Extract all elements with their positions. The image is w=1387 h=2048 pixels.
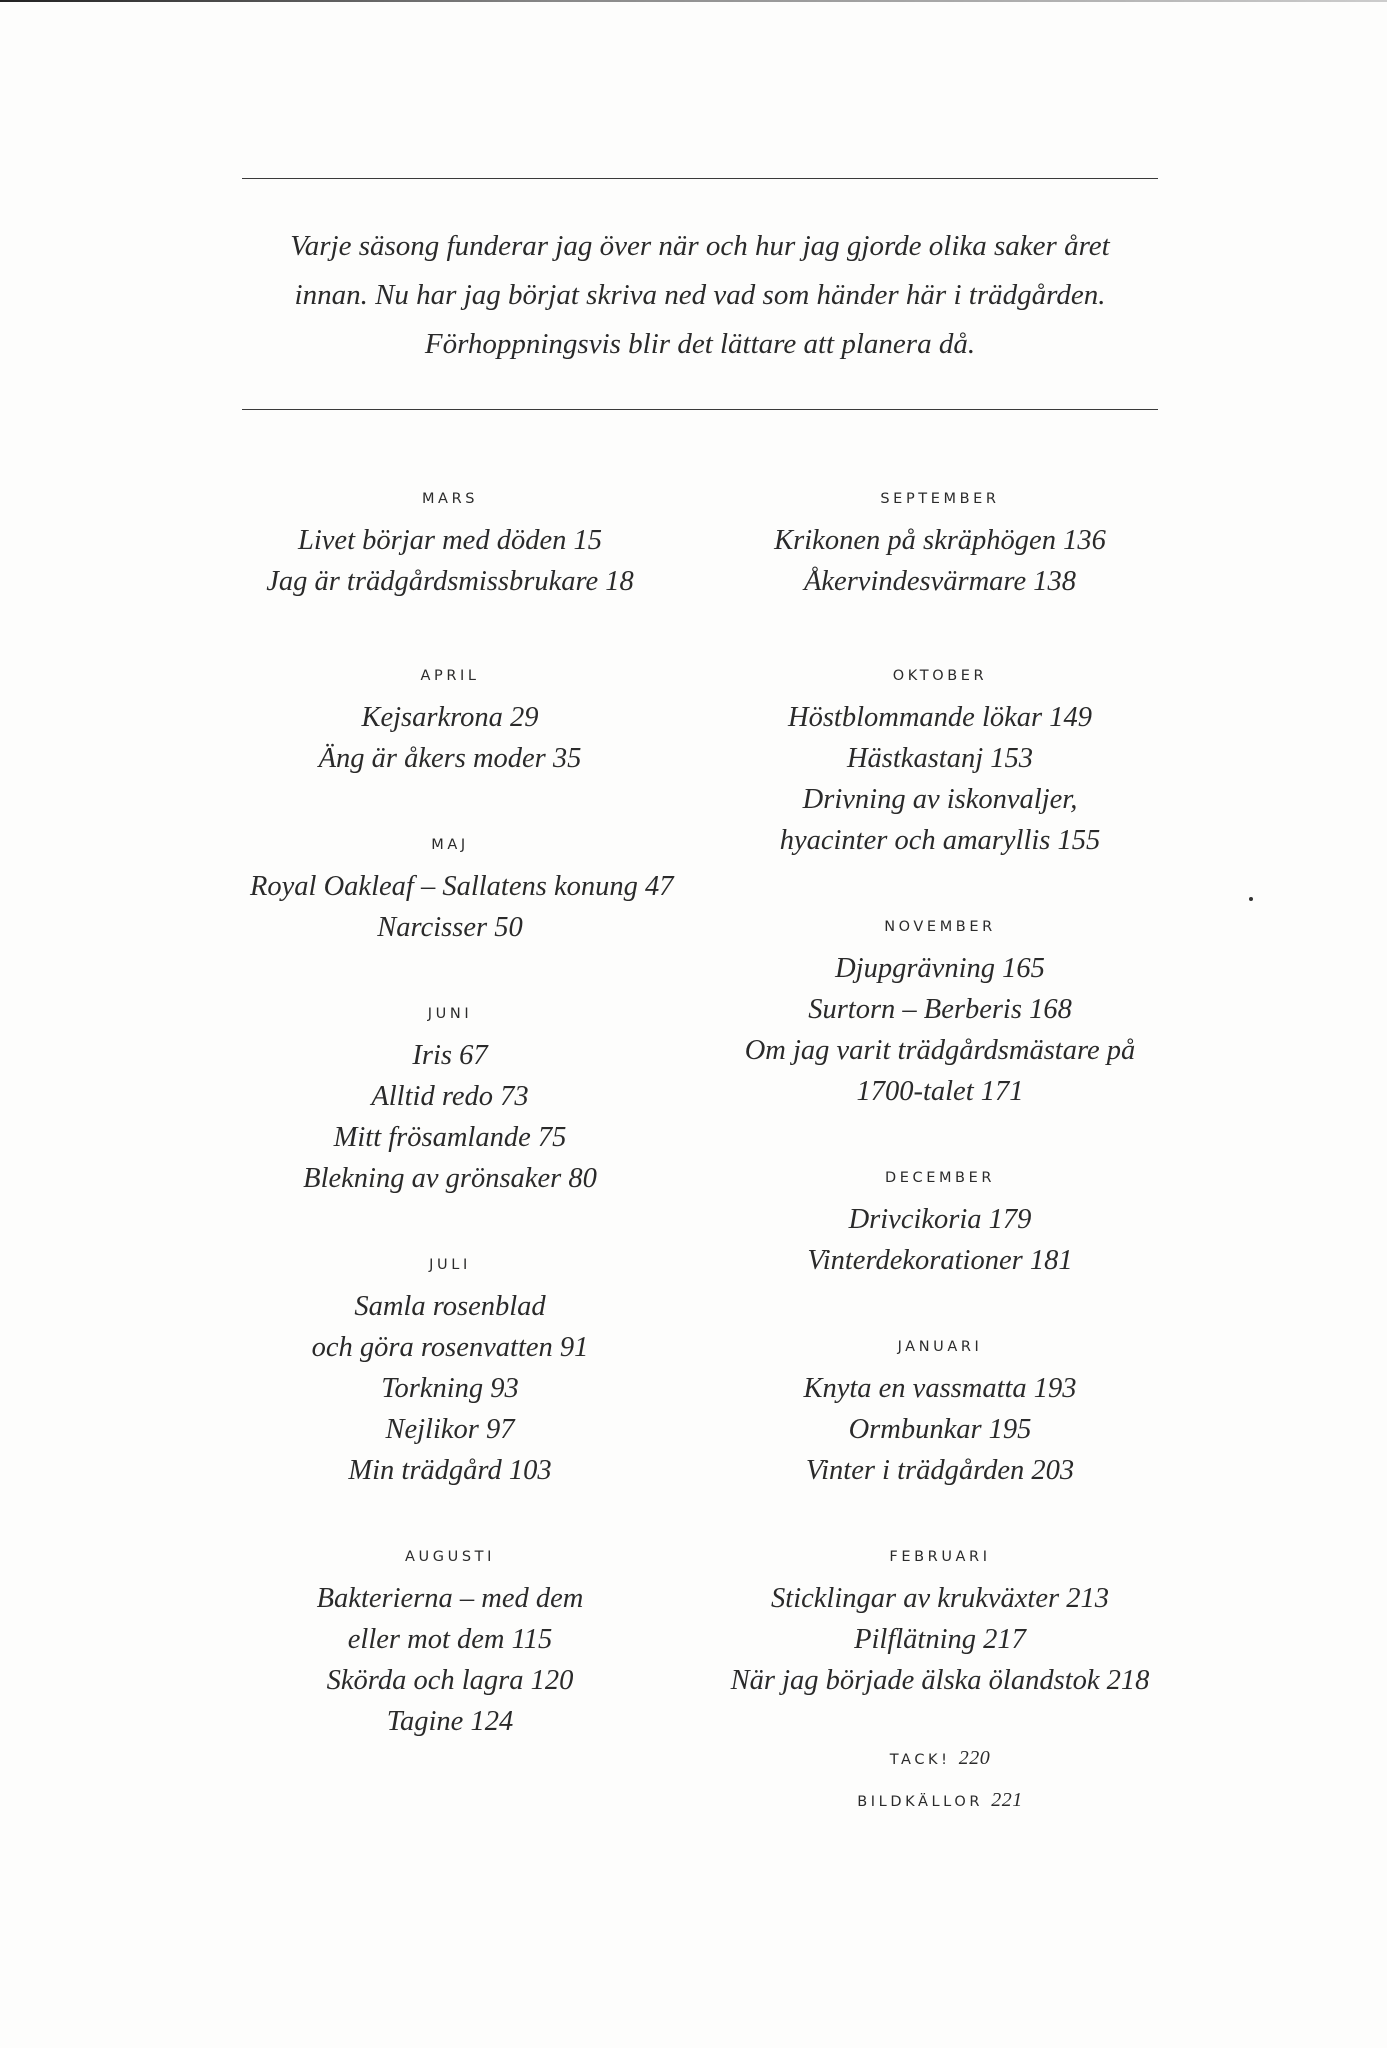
toc-entry: Hästkastanj 153: [846, 743, 1034, 774]
toc-entry: Narcisser 50: [377, 912, 523, 943]
toc-entry: Knyta en vassmatta 193: [803, 1373, 1077, 1404]
month-heading: SEPTEMBER: [880, 491, 1000, 507]
scan-speck: [1249, 897, 1253, 901]
section-januari: [720, 1336, 1160, 1491]
back-matter-label: BILDKÄLLOR: [857, 1794, 984, 1810]
month-heading: AUGUSTI: [405, 1549, 495, 1565]
toc-entry: Mitt frösamlande 75: [333, 1122, 567, 1153]
toc-entry: Pilflätning 217: [854, 1624, 1026, 1655]
toc-entry: Royal Oakleaf – Sallatens konung 47: [250, 871, 674, 902]
toc-entry: Åkervindesvärmare 138: [804, 566, 1076, 597]
toc-entry: Äng är åkers moder 35: [318, 743, 582, 774]
section-mars: [250, 488, 650, 602]
section-februari: [720, 1546, 1160, 1701]
back-matter-tack: [720, 1737, 1160, 1779]
section-juni: [250, 1003, 650, 1199]
toc-entry: Vinter i trädgården 203: [805, 1455, 1075, 1486]
month-heading: JANUARI: [897, 1339, 983, 1355]
section-november: [720, 916, 1160, 1112]
month-heading: MAJ: [431, 837, 469, 853]
month-heading: MARS: [421, 491, 479, 507]
month-heading: FEBRUARI: [889, 1549, 991, 1565]
toc-entry: hyacinter och amaryllis 155: [779, 825, 1101, 856]
toc-entry: Vinterdekorationer 181: [807, 1245, 1073, 1276]
toc-entry: Alltid redo 73: [371, 1081, 529, 1112]
toc-entry: Nejlikor 97: [385, 1414, 515, 1445]
top-rule: [242, 178, 1158, 179]
toc-entry: Drivning av iskonvaljer,: [802, 784, 1078, 815]
bottom-rule: [242, 409, 1158, 410]
section-april: [250, 665, 650, 779]
back-matter-page: 220: [958, 1747, 991, 1769]
month-heading: APRIL: [420, 668, 480, 684]
toc-right-column: [720, 488, 1160, 1821]
intro-line: Förhoppningsvis blir det lättare att planera då.: [424, 328, 976, 360]
toc-entry: Livet börjar med döden 15: [298, 525, 602, 556]
toc-entry: Ormbunkar 195: [848, 1414, 1032, 1445]
back-matter-page: 221: [991, 1789, 1023, 1811]
toc-entry: Krikonen på skräphögen 136: [774, 525, 1106, 556]
month-heading: DECEMBER: [884, 1170, 996, 1186]
toc-entry: Djupgrävning 165: [835, 953, 1045, 984]
toc-entry: Iris 67: [412, 1040, 488, 1071]
toc-entry: Surtorn – Berberis 168: [808, 994, 1072, 1025]
toc-entry: Höstblommande lökar 149: [788, 702, 1092, 733]
section-december: [720, 1167, 1160, 1281]
month-heading: OKTOBER: [892, 668, 988, 684]
toc-left-column: [250, 488, 674, 1742]
back-matter-bildkallor: [720, 1779, 1160, 1821]
toc-entry: Blekning av grönsaker 80: [303, 1163, 597, 1194]
back-matter-label: TACK!: [889, 1752, 951, 1768]
toc-entry: Torkning 93: [381, 1373, 519, 1404]
toc-entry: När jag började älska ölandstok 218: [730, 1665, 1150, 1696]
toc-entry: Om jag varit trädgårdsmästare på: [744, 1035, 1136, 1066]
section-maj: [250, 834, 674, 948]
toc-entry: Tagine 124: [386, 1706, 514, 1737]
intro-line: innan. Nu har jag börjat skriva ned vad som händer här i trädgården.: [294, 279, 1106, 311]
toc-entry: Skörda och lagra 120: [326, 1665, 574, 1696]
toc-entry: Bakterierna – med dem: [316, 1583, 584, 1614]
toc-entry: 1700-talet 171: [856, 1076, 1024, 1107]
intro-quote: [242, 222, 1158, 369]
intro-line: Varje säsong funderar jag över när och hur jag gjorde olika saker året: [290, 230, 1110, 262]
toc-entry: Sticklingar av krukväxter 213: [771, 1583, 1109, 1614]
month-heading: JULI: [429, 1257, 471, 1273]
toc-entry: Drivcikoria 179: [848, 1204, 1032, 1235]
toc-entry: Jag är trädgårdsmissbrukare 18: [266, 566, 634, 597]
month-heading: JUNI: [427, 1006, 473, 1022]
section-augusti: [250, 1546, 650, 1742]
toc-entry: eller mot dem 115: [347, 1624, 553, 1655]
toc-entry: Min trädgård 103: [348, 1455, 552, 1486]
scan-edge: [0, 0, 1387, 2]
month-heading: NOVEMBER: [884, 919, 996, 935]
toc-entry: Kejsarkrona 29: [361, 702, 539, 733]
section-juli: [250, 1254, 650, 1491]
section-oktober: [720, 665, 1160, 861]
toc-entry: och göra rosenvatten 91: [311, 1332, 589, 1363]
section-september: [720, 488, 1160, 602]
toc-entry: Samla rosenblad: [354, 1291, 546, 1322]
